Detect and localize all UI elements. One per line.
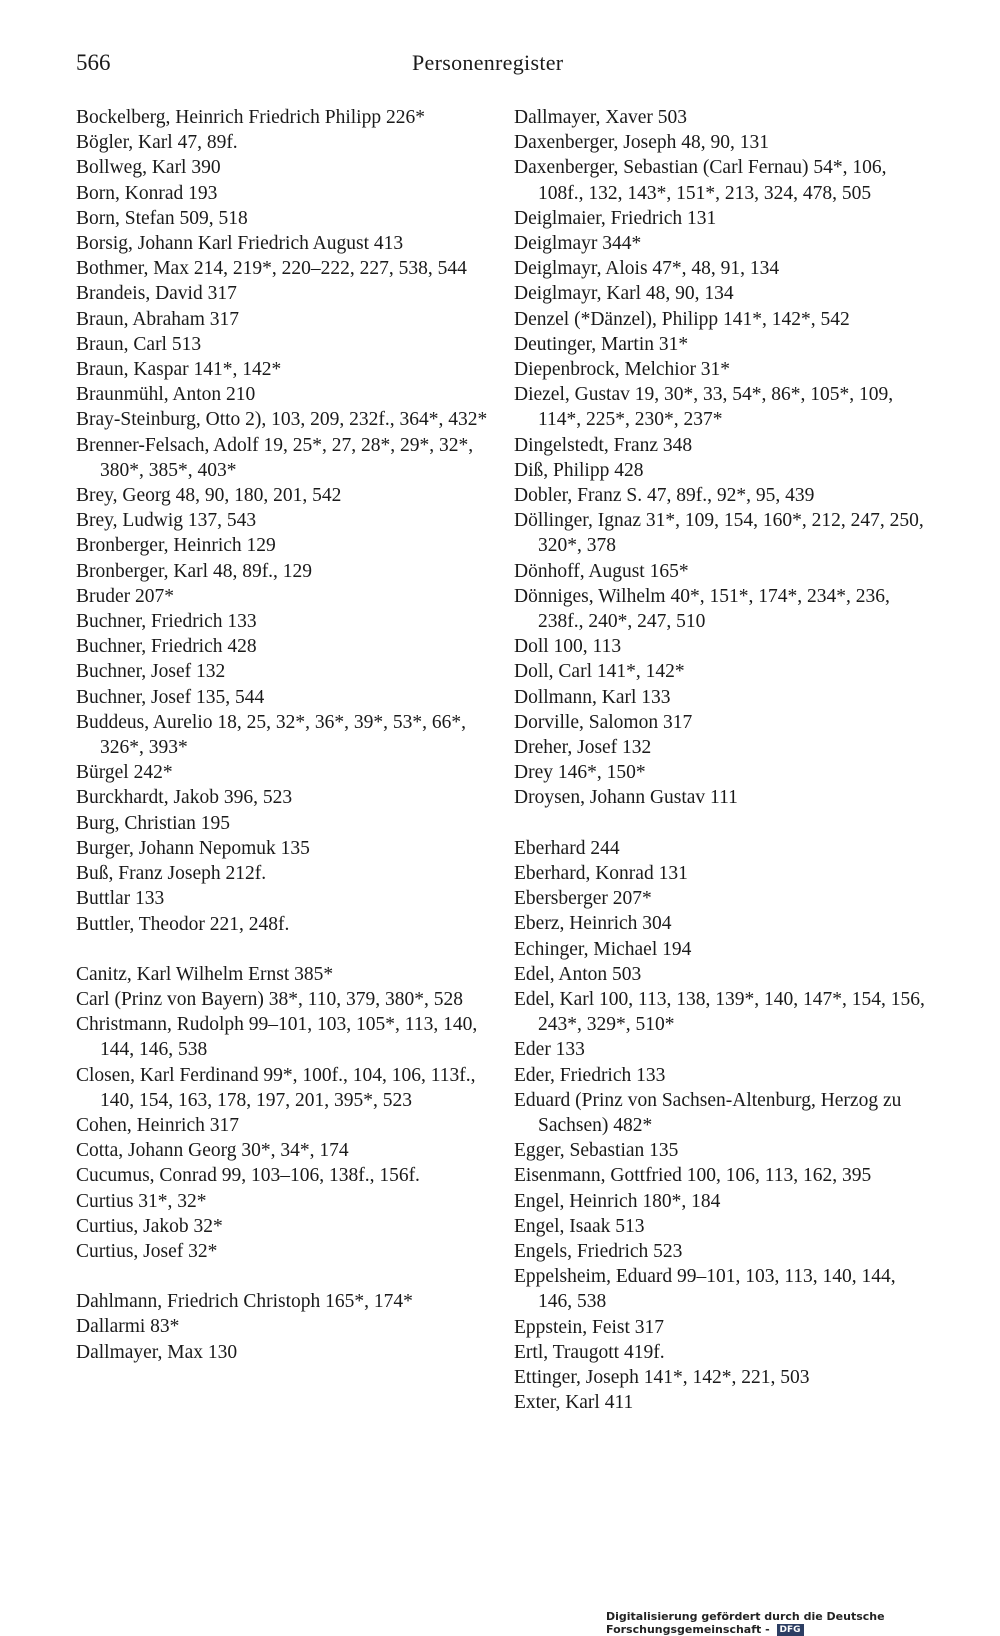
footer-text: Digitalisierung gefördert durch die Deutsche Forschungsgemeinschaft - bbox=[606, 1610, 885, 1636]
index-entry: Bollweg, Karl 390 bbox=[76, 157, 221, 179]
index-entry: Curtius 31*, 32* bbox=[76, 1190, 207, 1212]
index-entry: Cucumus, Conrad 99, 103–106, 138f., 156f. bbox=[76, 1165, 420, 1187]
index-entry: Brey, Georg 48, 90, 180, 201, 542 bbox=[76, 485, 342, 507]
index-entry: Braun, Abraham 317 bbox=[76, 308, 240, 330]
index-entry: Echinger, Michael 194 bbox=[514, 938, 692, 960]
index-entry: Closen, Karl Ferdinand 99*, 100f., 104, 106, 113f., 140, 154, 163, 178, 197, 201, 395*, 523 bbox=[76, 1064, 476, 1111]
index-entry: Daxenberger, Joseph 48, 90, 131 bbox=[514, 132, 770, 154]
index-entry: Braunmühl, Anton 210 bbox=[76, 384, 256, 406]
index-entry: Buchner, Friedrich 133 bbox=[76, 611, 257, 633]
index-entry: Dallmayer, Max 130 bbox=[76, 1341, 238, 1363]
index-entry: Dahlmann, Friedrich Christoph 165*, 174* bbox=[76, 1291, 413, 1313]
index-entry: Burg, Christian 195 bbox=[76, 812, 231, 834]
index-entry: Droysen, Johann Gustav 111 bbox=[514, 787, 738, 809]
index-entry: Brandeis, David 317 bbox=[76, 283, 237, 305]
index-entry: Dönhoff, August 165* bbox=[514, 560, 689, 582]
index-entry: Ebersberger 207* bbox=[514, 888, 652, 910]
index-entry: Diepenbrock, Melchior 31* bbox=[514, 359, 731, 381]
index-entry: Dingelstedt, Franz 348 bbox=[514, 434, 693, 456]
index-entry: Bürgel 242* bbox=[76, 762, 173, 784]
index-entry: Born, Stefan 509, 518 bbox=[76, 207, 248, 229]
footer-credit bbox=[606, 1610, 1000, 1636]
index-entry: Cohen, Heinrich 317 bbox=[76, 1114, 240, 1136]
index-entry: Egger, Sebastian 135 bbox=[514, 1140, 679, 1162]
index-entry: Buddeus, Aurelio 18, 25, 32*, 36*, 39*, 53*, 66*, 326*, 393* bbox=[76, 711, 466, 759]
index-entry: Eisenmann, Gottfried 100, 106, 113, 162, 395 bbox=[514, 1165, 872, 1187]
index-entry: Daxenberger, Sebastian (Carl Fernau) 54*, 106, 108f., 132, 143*, 151*, 213, 324, 478, 505 bbox=[514, 157, 887, 204]
index-entry: Eder, Friedrich 133 bbox=[514, 1064, 666, 1086]
index-entry: Eberhard 244 bbox=[514, 837, 620, 859]
index-column-right bbox=[514, 105, 934, 1415]
index-column-left bbox=[76, 105, 496, 1365]
index-entry: Eder 133 bbox=[514, 1039, 585, 1061]
index-entry: Dönniges, Wilhelm 40*, 151*, 174*, 234*, 236, 238f., 240*, 247, 510 bbox=[514, 585, 890, 633]
dfg-logo: DFG bbox=[777, 1624, 804, 1636]
index-entry: Eppstein, Feist 317 bbox=[514, 1316, 665, 1338]
index-entry: Diß, Philipp 428 bbox=[514, 459, 644, 481]
index-entry: Bothmer, Max 214, 219*, 220–222, 227, 538, 544 bbox=[76, 258, 467, 280]
index-entry: Diezel, Gustav 19, 30*, 33, 54*, 86*, 105*, 109, 114*, 225*, 230*, 237* bbox=[514, 384, 894, 431]
index-entry: Christmann, Rudolph 99–101, 103, 105*, 113, 140, 144, 146, 538 bbox=[76, 1014, 478, 1061]
index-entry: Engels, Friedrich 523 bbox=[514, 1240, 683, 1262]
index-entry: Engel, Isaak 513 bbox=[514, 1215, 645, 1237]
index-entry: Braun, Kaspar 141*, 142* bbox=[76, 359, 282, 381]
page-title: Personenregister bbox=[412, 50, 564, 75]
index-entry: Deiglmayr, Karl 48, 90, 134 bbox=[514, 283, 734, 305]
index-entry: Eberhard, Konrad 131 bbox=[514, 862, 688, 884]
index-entry: Doll, Carl 141*, 142* bbox=[514, 661, 685, 683]
index-entry: Buchner, Friedrich 428 bbox=[76, 636, 257, 658]
index-entry: Buttlar 133 bbox=[76, 888, 165, 910]
index-entry: Eberz, Heinrich 304 bbox=[514, 913, 672, 935]
index-entry: Born, Konrad 193 bbox=[76, 182, 218, 204]
index-entry: Dreher, Josef 132 bbox=[514, 737, 652, 759]
index-entry: Eduard (Prinz von Sachsen-Altenburg, Herzog zu Sachsen) 482* bbox=[514, 1089, 902, 1136]
index-entry: Deutinger, Martin 31* bbox=[514, 333, 689, 355]
index-entry: Bögler, Karl 47, 89f. bbox=[76, 132, 238, 154]
index-entry: Buttler, Theodor 221, 248f. bbox=[76, 913, 290, 935]
index-entry: Döllinger, Ignaz 31*, 109, 154, 160*, 212, 247, 250, 320*, 378 bbox=[514, 510, 924, 557]
index-entry: Curtius, Josef 32* bbox=[76, 1240, 218, 1262]
index-entry: Deiglmayr, Alois 47*, 48, 91, 134 bbox=[514, 258, 780, 280]
index-entry: Burckhardt, Jakob 396, 523 bbox=[76, 787, 293, 809]
index-entry: Dallarmi 83* bbox=[76, 1316, 180, 1338]
index-entry: Bray-Steinburg, Otto 2), 103, 209, 232f., 364*, 432* bbox=[76, 409, 488, 431]
index-entry: Exter, Karl 411 bbox=[514, 1392, 634, 1414]
index-entry: Carl (Prinz von Bayern) 38*, 110, 379, 380*, 528 bbox=[76, 988, 464, 1010]
index-entry: Doll 100, 113 bbox=[514, 636, 622, 658]
index-entry: Buß, Franz Joseph 212f. bbox=[76, 863, 267, 885]
index-entry: Canitz, Karl Wilhelm Ernst 385* bbox=[76, 963, 334, 985]
index-entry: Edel, Anton 503 bbox=[514, 963, 642, 985]
index-entry: Denzel (*Dänzel), Philipp 141*, 142*, 542 bbox=[514, 308, 850, 330]
index-entry: Burger, Johann Nepomuk 135 bbox=[76, 837, 310, 859]
index-entry: Brey, Ludwig 137, 543 bbox=[76, 510, 257, 532]
index-entry: Dorville, Salomon 317 bbox=[514, 711, 693, 733]
index-entry: Dallmayer, Xaver 503 bbox=[514, 107, 688, 128]
index-entry: Curtius, Jakob 32* bbox=[76, 1215, 223, 1237]
index-entry: Bronberger, Heinrich 129 bbox=[76, 535, 276, 557]
index-entry: Deiglmaier, Friedrich 131 bbox=[514, 207, 717, 229]
index-entry: Eppelsheim, Eduard 99–101, 103, 113, 140, 144, 146, 538 bbox=[514, 1266, 896, 1313]
index-entry: Braun, Carl 513 bbox=[76, 333, 202, 355]
index-entry: Deiglmayr 344* bbox=[514, 233, 642, 255]
page-number: 566 bbox=[76, 50, 111, 75]
index-entry: Bronberger, Karl 48, 89f., 129 bbox=[76, 560, 313, 582]
index-entry: Cotta, Johann Georg 30*, 34*, 174 bbox=[76, 1140, 349, 1162]
index-entry: Dollmann, Karl 133 bbox=[514, 686, 671, 708]
index-entry: Buchner, Josef 135, 544 bbox=[76, 686, 265, 708]
index-entry: Ettinger, Joseph 141*, 142*, 221, 503 bbox=[514, 1366, 810, 1388]
index-entry: Buchner, Josef 132 bbox=[76, 661, 226, 683]
index-entry: Ertl, Traugott 419f. bbox=[514, 1341, 665, 1363]
index-entry: Bruder 207* bbox=[76, 585, 175, 607]
index-entry: Bockelberg, Heinrich Friedrich Philipp 226* bbox=[76, 107, 425, 128]
index-entry: Dobler, Franz S. 47, 89f., 92*, 95, 439 bbox=[514, 485, 815, 507]
index-entry: Engel, Heinrich 180*, 184 bbox=[514, 1190, 721, 1212]
index-entry: Brenner-Felsach, Adolf 19, 25*, 27, 28*, 29*, 32*, 380*, 385*, 403* bbox=[76, 434, 474, 481]
index-entry: Borsig, Johann Karl Friedrich August 413 bbox=[76, 233, 404, 255]
index-entry: Drey 146*, 150* bbox=[514, 762, 646, 784]
index-entry: Edel, Karl 100, 113, 138, 139*, 140, 147*, 154, 156, 243*, 329*, 510* bbox=[514, 988, 925, 1036]
